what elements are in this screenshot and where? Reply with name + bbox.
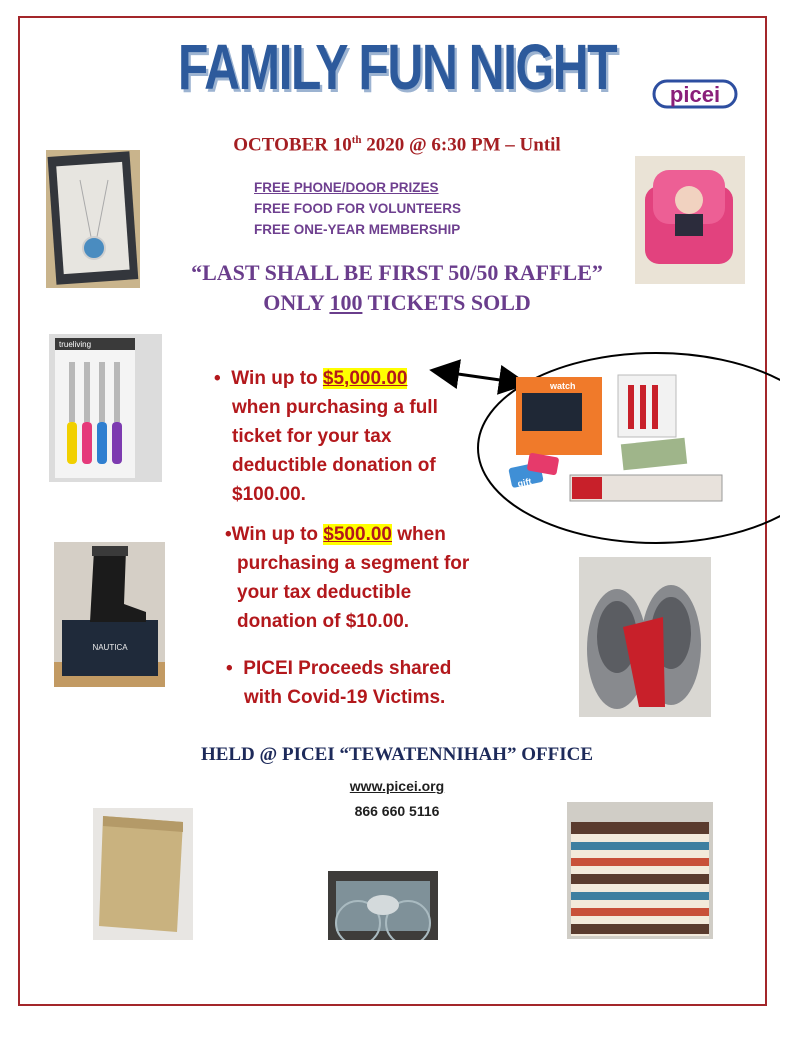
free-item: FREE PHONE/DOOR PRIZES [254, 180, 439, 195]
gift-box-photo [328, 871, 438, 940]
raffle-line1: “LAST SHALL BE FIRST 50/50 RAFFLE” [191, 260, 603, 285]
bullet2-line: your tax deductible [237, 582, 412, 603]
picei-logo [652, 78, 738, 110]
date-prefix: OCTOBER 10 [233, 134, 352, 156]
bullet2-amount: $500.00 [323, 524, 392, 545]
date-sup: th [351, 134, 362, 146]
bullet1-line: ticket for your tax [232, 426, 392, 447]
bullet-proceeds [226, 654, 496, 712]
bullet-dot: • [214, 368, 221, 389]
raffle-ticket-count: 100 [329, 290, 363, 315]
bullet1-line: deductible donation of [232, 455, 436, 476]
boot-brand: NAUTICA [92, 643, 128, 652]
patterned-bag-photo [567, 802, 713, 939]
bullet3-text: PICEI Proceeds shared [243, 658, 452, 679]
bullet2-post: when [391, 524, 446, 545]
free-item: FREE ONE-YEAR MEMBERSHIP [254, 222, 461, 237]
bullet-dot: • [226, 658, 233, 679]
raffle-line2-pre: ONLY [263, 290, 330, 315]
bullet2-text: Win up to [231, 524, 324, 545]
bullet1-amount: $5,000.00 [322, 368, 408, 389]
knife-set-photo [49, 334, 162, 482]
date-suffix: 2020 @ 6:30 PM – Until [361, 134, 561, 156]
location-heading: HELD @ PICEI “TEWATENNIHAH” OFFICE [200, 744, 594, 765]
phone-number: 866 660 5116 [354, 803, 440, 819]
pink-chair-photo [635, 156, 745, 284]
knife-brand: trueliving [59, 340, 92, 349]
tv-label: watch [550, 381, 576, 391]
raffle-line2-post: TICKETS SOLD [362, 290, 531, 315]
raffle-line2 [0, 288, 794, 318]
bullet3-line: with Covid-19 Victims. [244, 687, 446, 708]
necklace-photo [46, 150, 140, 288]
logo-text: picei [669, 82, 721, 107]
bullet-dot: • [225, 524, 232, 545]
slippers-photo [579, 557, 711, 717]
website-link[interactable]: www.picei.org [349, 778, 445, 794]
bullet1-line: when purchasing a full [232, 397, 438, 418]
free-items-list [254, 177, 461, 240]
prize-oval [410, 345, 780, 545]
bullet2-line: purchasing a segment for [237, 553, 470, 574]
tote-bag-photo [93, 808, 193, 940]
bullet1-text: Win up to [231, 368, 323, 389]
free-item: FREE FOOD FOR VOLUNTEERS [254, 201, 462, 216]
boot-photo [54, 542, 165, 687]
bullet1-line: $100.00. [232, 484, 306, 505]
bullet2-line: donation of $10.00. [237, 611, 410, 632]
gift-card-label: gift [516, 476, 533, 489]
page-title: FAMILY FUN NIGHT [177, 31, 617, 103]
